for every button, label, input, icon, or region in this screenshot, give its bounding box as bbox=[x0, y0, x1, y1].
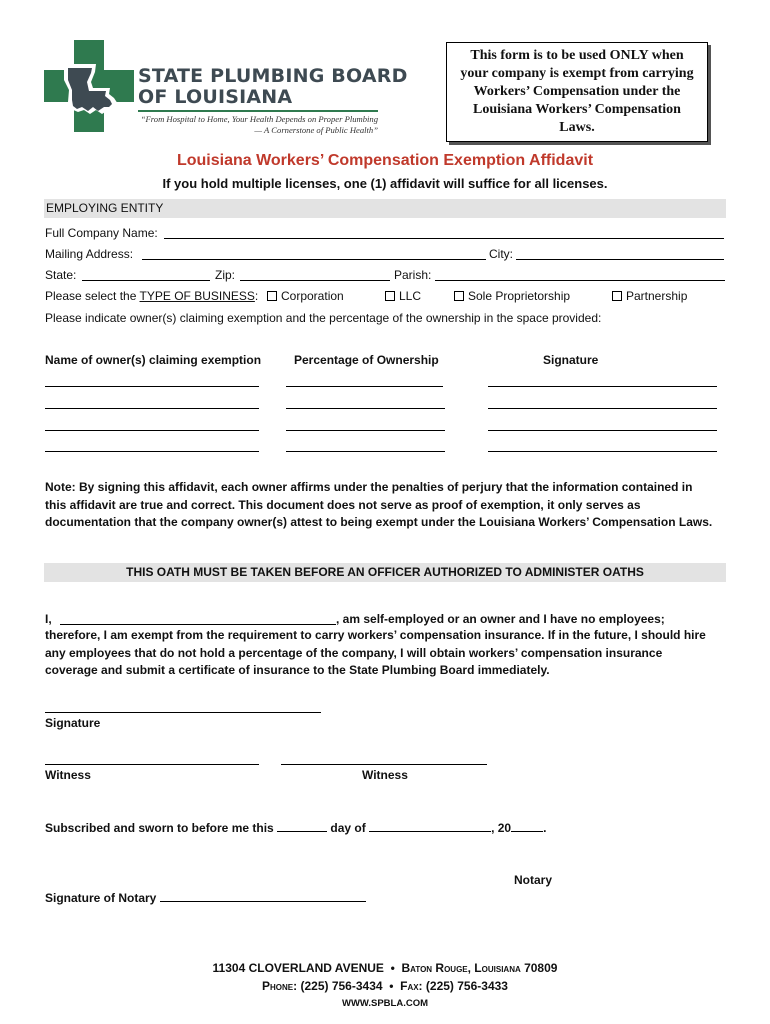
ownership-percent-field-2[interactable] bbox=[286, 408, 445, 409]
owner-name-field-3[interactable] bbox=[45, 430, 259, 431]
ownership-percent-field-3[interactable] bbox=[286, 430, 445, 431]
sworn-part4: . bbox=[543, 821, 547, 835]
footer-bullet-2: • bbox=[385, 979, 397, 993]
sole-proprietorship-checkbox[interactable] bbox=[454, 291, 464, 301]
affiant-signature-field[interactable] bbox=[45, 712, 321, 713]
notice-line5: Laws. bbox=[559, 120, 595, 135]
logo-tagline bbox=[138, 114, 378, 136]
zip-label: Zip: bbox=[215, 268, 236, 282]
state-plumbing-board-logo bbox=[44, 40, 134, 132]
oath-line3: any employees that do not hold a percentage of the company, I will obtain workers’ compensation insurance bbox=[45, 645, 663, 660]
business-type-suffix: : bbox=[254, 289, 259, 303]
footer-address bbox=[0, 961, 770, 975]
sworn-part3: , 20 bbox=[491, 821, 512, 835]
oath-line1-text: , am self-employed or an owner and I have no employees; bbox=[336, 612, 665, 626]
owner-name-field-1[interactable] bbox=[45, 386, 259, 387]
footer-website[interactable]: WWW.SPBLA.COM bbox=[341, 998, 428, 1009]
owner-signature-field-2[interactable] bbox=[488, 408, 717, 409]
business-type-prompt bbox=[45, 289, 258, 303]
corporation-label: Corporation bbox=[281, 289, 344, 303]
form-title: Louisiana Workers’ Compensation Exemption Affidavit bbox=[176, 152, 594, 169]
oath-line4: coverage and submit a certificate of insurance to the State Plumbing Board immediately. bbox=[45, 663, 550, 677]
partnership-label: Partnership bbox=[626, 289, 688, 303]
witness-1-label: Witness bbox=[45, 768, 91, 782]
oath-name-field[interactable] bbox=[60, 624, 336, 625]
sworn-month-field[interactable] bbox=[369, 820, 491, 832]
sworn-part1: Subscribed and sworn to before me this bbox=[45, 821, 278, 835]
oath-statement bbox=[45, 627, 727, 680]
mailing-address-label: Mailing Address: bbox=[45, 247, 134, 261]
subscribed-sworn-line bbox=[45, 820, 546, 835]
tagline-line2: — A Cornerstone of Public Health” bbox=[254, 125, 378, 135]
notary-signature-field[interactable] bbox=[160, 890, 366, 902]
parish-field[interactable] bbox=[435, 280, 725, 281]
footer-phone-label: Phone: bbox=[262, 979, 298, 993]
company-name-label: Full Company Name: bbox=[45, 226, 158, 240]
llc-checkbox[interactable] bbox=[385, 291, 395, 301]
owner-name-field-4[interactable] bbox=[45, 451, 259, 452]
footer-fax-label: Fax: bbox=[400, 979, 423, 993]
oath-header: THIS OATH MUST BE TAKEN BEFORE AN OFFICER AUTHORIZED TO ADMINISTER OATHS bbox=[44, 563, 726, 582]
owners-instruction: Please indicate owner(s) claiming exemption and the percentage of the ownership in the space provided: bbox=[45, 311, 602, 325]
state-label: State: bbox=[45, 268, 77, 282]
footer-street: 11304 CLOVERLAND AVENUE bbox=[212, 961, 384, 975]
footer-fax-number: (225) 756-3433 bbox=[425, 979, 508, 993]
notary-label: Notary bbox=[514, 873, 553, 887]
signature-column-header: Signature bbox=[543, 353, 599, 367]
witness-2-signature-field[interactable] bbox=[281, 764, 487, 765]
form-subtitle: If you hold multiple licenses, one (1) affidavit will suffice for all licenses. bbox=[162, 176, 608, 191]
ownership-percent-field-1[interactable] bbox=[286, 386, 443, 387]
business-type-link: TYPE OF BUSINESS bbox=[139, 289, 255, 303]
sworn-year-field[interactable] bbox=[511, 820, 543, 832]
oath-i-label: I, bbox=[45, 612, 52, 626]
llc-label: LLC bbox=[399, 289, 422, 303]
corporation-checkbox[interactable] bbox=[267, 291, 277, 301]
affiant-signature-label: Signature bbox=[45, 716, 101, 730]
partnership-option[interactable] bbox=[612, 289, 687, 303]
tagline-line1: “From Hospital to Home, Your Health Depends on Proper Plumbing bbox=[140, 114, 378, 124]
note-line2: this affidavit are true and correct. This document does not serve as proof of exemption, it only serves as bbox=[45, 497, 641, 512]
org-name bbox=[138, 66, 408, 108]
parish-label: Parish: bbox=[394, 268, 432, 282]
footer-phone-number: (225) 756-3434 bbox=[300, 979, 383, 993]
notice-line1: This form is to be used ONLY when bbox=[470, 48, 684, 63]
note-line1: Note: By signing this affidavit, each owner affirms under the penalties of perjury that the information contained in bbox=[45, 480, 693, 494]
ownership-percent-field-4[interactable] bbox=[286, 451, 445, 452]
employing-entity-header: EMPLOYING ENTITY bbox=[44, 199, 726, 218]
notice-line3: Workers’ Compensation under the bbox=[473, 84, 681, 99]
business-type-prefix: Please select the bbox=[45, 289, 140, 303]
sworn-part2: day of bbox=[327, 821, 370, 835]
owner-name-column-header: Name of owner(s) claiming exemption bbox=[45, 353, 262, 367]
notice-line2: your company is exempt from carrying bbox=[460, 66, 694, 81]
org-name-line2: OF LOUISIANA bbox=[138, 86, 293, 108]
note-line3: documentation that the company owner(s) attest to being exempt under the Louisiana Workers’ Compensation Laws. bbox=[45, 515, 713, 529]
witness-1-signature-field[interactable] bbox=[45, 764, 259, 765]
llc-option[interactable] bbox=[385, 289, 421, 303]
perjury-note bbox=[45, 479, 727, 532]
oath-line2: therefore, I am exempt from the requirement to carry workers’ compensation insurance. If in the future, I should hire bbox=[45, 628, 706, 642]
notary-signature-line bbox=[45, 890, 366, 905]
sworn-day-field[interactable] bbox=[277, 820, 327, 832]
partnership-checkbox[interactable] bbox=[612, 291, 622, 301]
ownership-percent-column-header: Percentage of Ownership bbox=[294, 353, 439, 367]
state-field[interactable] bbox=[82, 280, 210, 281]
city-field[interactable] bbox=[516, 259, 724, 260]
sole-proprietorship-option[interactable] bbox=[454, 289, 570, 303]
zip-field[interactable] bbox=[240, 280, 390, 281]
org-name-line1: STATE PLUMBING BOARD bbox=[138, 65, 408, 87]
notary-signature-label: Signature of Notary bbox=[45, 891, 160, 905]
logo-divider bbox=[138, 110, 378, 112]
exemption-notice-box bbox=[446, 42, 708, 142]
owner-signature-field-1[interactable] bbox=[488, 386, 717, 387]
corporation-option[interactable] bbox=[267, 289, 344, 303]
witness-2-label: Witness bbox=[362, 768, 408, 782]
mailing-address-field[interactable] bbox=[142, 259, 486, 260]
footer-contact bbox=[0, 979, 770, 993]
owner-signature-field-3[interactable] bbox=[488, 430, 717, 431]
footer-bullet-1: • bbox=[387, 961, 399, 975]
owner-name-field-2[interactable] bbox=[45, 408, 259, 409]
notice-line4: Louisiana Workers’ Compensation bbox=[473, 102, 681, 117]
sole-proprietorship-label: Sole Proprietorship bbox=[468, 289, 571, 303]
company-name-field[interactable] bbox=[164, 238, 724, 239]
owner-signature-field-4[interactable] bbox=[488, 451, 717, 452]
footer-city: Baton Rouge, Louisiana 70809 bbox=[401, 961, 558, 975]
city-label: City: bbox=[489, 247, 513, 261]
